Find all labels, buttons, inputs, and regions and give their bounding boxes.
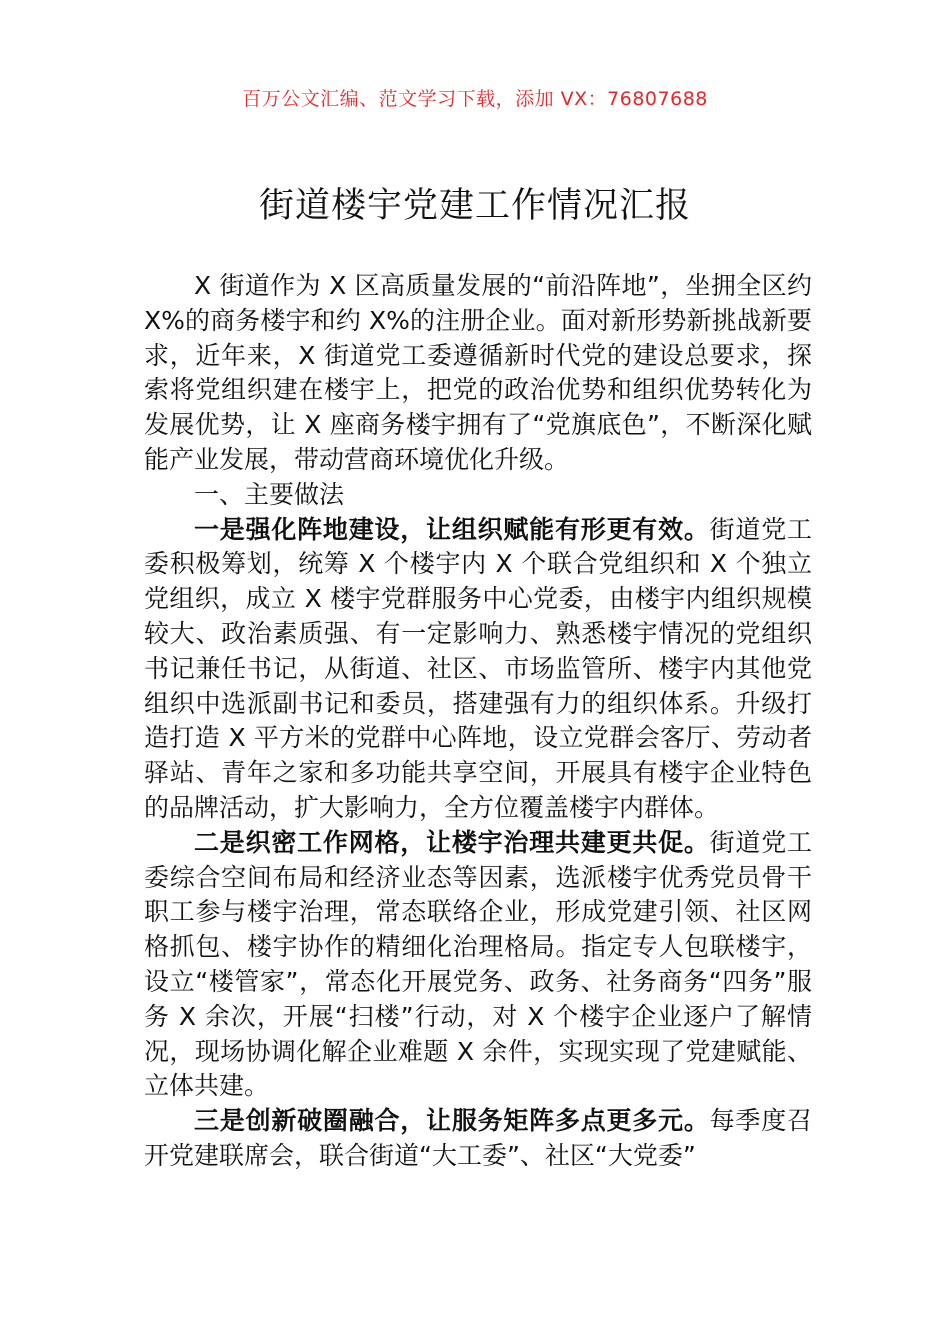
item-lead: 一是强化阵地建设，让组织赋能有形更有效。 bbox=[194, 514, 710, 544]
item-lead: 二是织密工作网格，让楼宇治理共建更共促。 bbox=[194, 827, 710, 857]
item-text: 街道党工委积极筹划，统筹 X 个楼宇内 X 个联合党组织和 X 个独立党组织，成立 X 楼宇党群服务中心党委，由楼宇内组织规模较大、政治素质强、有一定影响力、熟悉楼宇情况的党组织书记兼任书记，从街道、社区、市场监管所、楼宇内其他党组织中选派副书记和委员，搭建强有力的组织体系。升级打造打造 X 平方米的党群中心阵地，设立党群会客厅、劳动者驿站、青年之家和多功能共享空间，开展具有楼宇企业特色的品牌活动，扩大影响力，全方位覆盖楼宇内群体。 bbox=[144, 514, 812, 822]
document-body bbox=[144, 269, 812, 1174]
intro-paragraph: X 街道作为 X 区高质量发展的“前沿阵地”，坐拥全区约 X%的商务楼宇和约 X%的注册企业。面对新形势新挑战新要求，近年来，X 街道党工委遵循新时代党的建设总要求，探索将党组织建在楼宇上，把党的政治优势和组织优势转化为发展优势，让 X 座商务楼宇拥有了“党旗底色”，不断深化赋能产业发展，带动营商环境优化升级。 bbox=[144, 271, 812, 474]
promo-banner: 百万公文汇编、范文学习下载，添加 VX：76807688 bbox=[242, 88, 708, 110]
paragraph-item-1 bbox=[144, 513, 812, 826]
item-text: 每季度召开党建联席会，联合街道“大工委”、社区“大党委” bbox=[144, 1106, 812, 1170]
paragraph-item-3 bbox=[144, 1104, 812, 1174]
paragraph-item-2 bbox=[144, 826, 812, 1104]
item-text: 街道党工委综合空间布局和经济业态等因素，选派楼宇优秀党员骨干职工参与楼宇治理，常态联络企业，形成党建引领、社区网格抓包、楼宇协作的精细化治理格局。指定专人包联楼宇，设立“楼管家”，常态化开展党务、政务、社务商务“四务”服务 X 余次，开展“扫楼”行动，对 X 个楼宇企业逐户了解情况，现场协调化解企业难题 X 余件，实现实现了党建赋能、立体共建。 bbox=[144, 827, 812, 1101]
item-lead: 三是创新破圈融合，让服务矩阵多点更多元。 bbox=[194, 1106, 710, 1136]
document-title: 街道楼宇党建工作情况汇报 bbox=[258, 186, 691, 226]
section-heading: 一、主要做法 bbox=[194, 479, 345, 509]
